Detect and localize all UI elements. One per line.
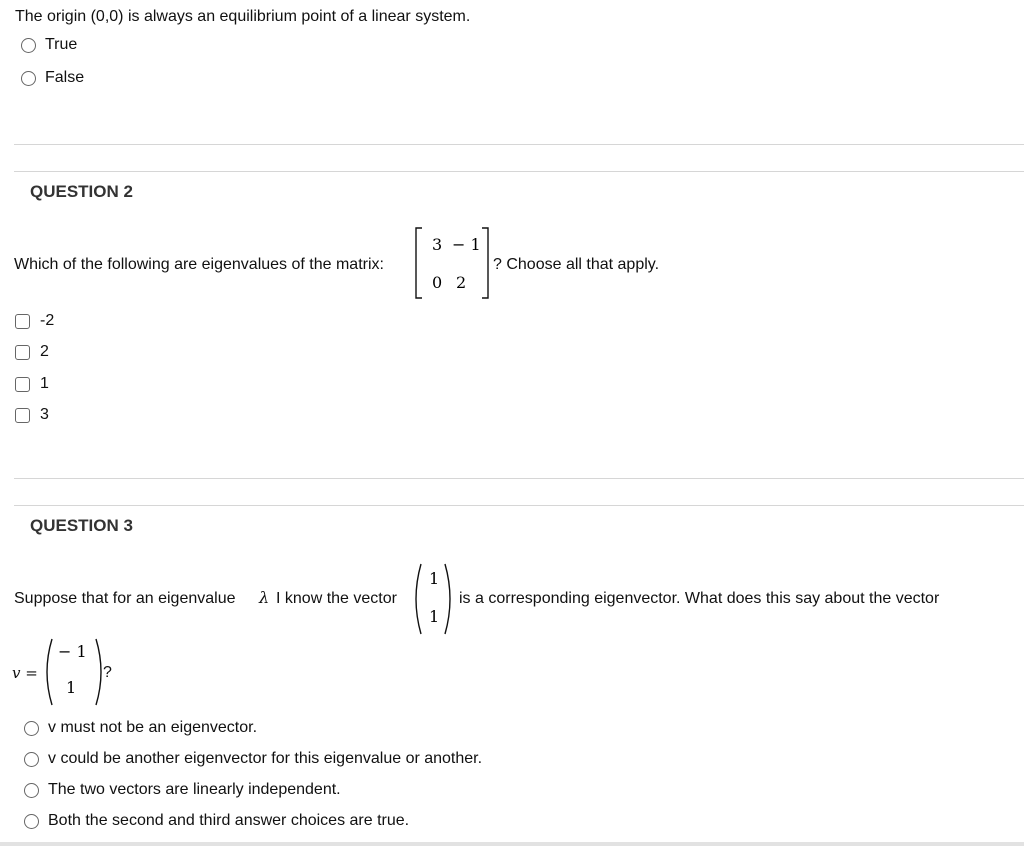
vector-entry: − 1 [58,642,87,661]
eigenvector [409,562,457,636]
radio-button[interactable] [21,38,36,53]
option-label: -2 [40,312,55,329]
vector-entry: 1 [429,569,440,588]
divider [14,144,1024,145]
option-label: True [45,36,78,53]
option-label: v could be another eigenvector for this eigenvalue or another. [48,750,483,767]
q3-question-mark: ? [103,664,112,681]
q2-option[interactable] [15,406,49,424]
q1-option-true[interactable] [21,36,77,54]
vector-v [40,637,110,707]
option-label: Both the second and third answer choices are true. [48,812,410,829]
checkbox[interactable] [15,408,30,423]
lambda-symbol: λ [259,588,270,607]
q3-prompt-suffix: is a corresponding eigenvector. What does this say about the vector [459,590,940,607]
checkbox[interactable] [15,314,30,329]
right-paren [96,639,101,705]
divider [14,505,1024,506]
q2-prompt: Which of the following are eigenvalues of the matrix: [14,256,384,273]
matrix-cell: 0 [432,273,443,292]
option-label: v must not be an eigenvector. [48,719,258,736]
option-label: 3 [40,406,49,423]
question-1-text: The origin (0,0) is always an equilibrium point of a linear system. [15,8,471,25]
vector-entry: 1 [66,678,77,697]
radio-button[interactable] [21,71,36,86]
question-2-heading: QUESTION 2 [30,182,133,201]
vector-entry: 1 [429,607,440,626]
q3-option[interactable] [24,719,257,737]
q3-prompt: Suppose that for an eigenvalue [14,590,236,607]
matrix-cell: 2 [456,273,467,292]
bottom-edge [0,842,1024,846]
q3-option[interactable] [24,812,409,830]
checkbox[interactable] [15,377,30,392]
question-3-heading: QUESTION 3 [30,516,133,535]
divider [14,171,1024,172]
left-paren [47,639,52,705]
divider [14,478,1024,479]
v-label: v = [12,664,38,682]
radio-button[interactable] [24,814,39,829]
option-label: False [45,69,85,86]
q2-option[interactable] [15,375,49,393]
option-label: The two vectors are linearly independent. [48,781,341,798]
right-bracket [482,228,488,298]
q1-option-false[interactable] [21,69,84,87]
q2-option[interactable] [15,312,54,330]
right-paren [445,564,450,634]
radio-button[interactable] [24,752,39,767]
q3-option[interactable] [24,781,341,799]
q3-prompt-mid: I know the vector [276,590,397,607]
left-bracket [416,228,422,298]
q2-prompt-suffix: ? Choose all that apply. [493,256,660,273]
checkbox[interactable] [15,345,30,360]
option-label: 2 [40,343,49,360]
q2-matrix [412,226,492,300]
q2-option[interactable] [15,343,49,361]
matrix-cell: 3 [432,235,443,254]
radio-button[interactable] [24,783,39,798]
radio-button[interactable] [24,721,39,736]
q3-option[interactable] [24,750,482,768]
option-label: 1 [40,375,49,392]
left-paren [416,564,421,634]
matrix-cell: − 1 [452,235,481,254]
